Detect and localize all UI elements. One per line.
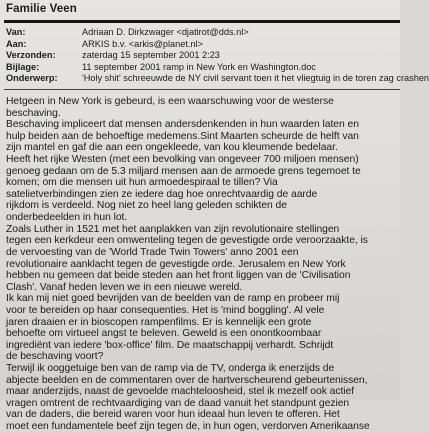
header-value: 11 september 2001 ramp in New York en Washington.doc (82, 61, 316, 72)
body-line: komen; om die mensen uit hun armoedespiraal te tillen? Via (6, 177, 278, 189)
body-line: genoeg gedaan om de 5.3 miljard mensen aan de armoede grens tegemoet te (6, 165, 361, 177)
header-row-sent (6, 50, 400, 62)
header-label: Onderwerp: (6, 73, 58, 84)
body-line: hulp beiden aan de behoeftige medemens.Sint Maarten scheurde de helft van (6, 130, 359, 142)
header-row-attachment (6, 62, 400, 74)
document-title: Familie Veen (6, 3, 77, 15)
body-line: revolutionaire aanklacht tegen de gevestigde orde. Jerusalem en New York (6, 258, 346, 270)
body-line: satelietverbindingen zien ze iedere dag hoe onrechtvaardig de aarde (6, 188, 318, 200)
email-body (6, 96, 406, 433)
body-line: Hetgeen in New York is gebeurd, is een waarschuwing voor de westerse (6, 96, 334, 107)
body-line: Beschaving impliceert dat mensen andersdenkenden in hun waarden laten en (6, 119, 359, 131)
body-line: Terwijl ik ooggetuige ben van de ramp via de TV, onderga ik enerzijds de (6, 363, 335, 375)
header-value: ARKIS b.v. <arkis@planet.nl> (82, 38, 203, 49)
body-line: jaren draaien er in bioscopen rampenfilms. Er is kennelijk een grote (6, 316, 312, 328)
body-line: ingrediënt van iedere 'box-office' film. De maatschappij verhardt. Schrijdt (6, 339, 334, 351)
header-value: 'Holy shit' schreeuwde de NY civil servant toen it het vliegtuig in de toren zag crashen (82, 73, 429, 84)
body-line: tegen een kerkdeur een omwenteling tegen de gevestigde orde veroorzaakte, is (6, 235, 368, 247)
body-line: onderbedeelden in hun lot. (6, 212, 128, 224)
header-label: Van: (6, 27, 26, 37)
header-row-to (6, 39, 400, 51)
header-label: Bijlage: (6, 61, 40, 72)
header-value: Adriaan D. Dirkzwager <djatirot@dds.nl> (82, 27, 249, 37)
email-header (6, 27, 429, 85)
header-value: zaterdag 15 september 2001 2:23 (82, 50, 220, 61)
body-line: Zoals Luther in 1521 met het aanplakken van zijn revolutionaire stellingen (6, 223, 340, 235)
header-row-subject (6, 73, 429, 85)
header-row-from (6, 27, 400, 39)
body-line: abjecte beelden en de commentaren over de hartverscheurend gebeurtenissen, (6, 374, 368, 386)
header-divider (4, 89, 400, 90)
header-label: Verzonden: (6, 50, 56, 61)
body-line: maar anderzijds, naast de gevoelde machteloosheid, stel ik mezelf ook actief (6, 386, 355, 398)
title-divider (4, 20, 400, 23)
body-line: rijkdom is verdeeld. Nog niet zo heel lang geleden schikten de (6, 200, 287, 212)
body-line: voor te bereiden op haar consequenties. Het is 'mind boggling'. Al vele (6, 304, 325, 316)
body-line: Ik kan mij niet goed bevrijden van de beelden van de ramp en probeer mij (6, 293, 340, 305)
body-line: moet een fundamentele beef zijn tegen de, in hun ogen, verdorven Amerikaanse (6, 421, 370, 433)
body-line: zijn mantel en gaf die aan een ongekleede, van kou kleumende bedelaar. (6, 142, 338, 154)
body-line: Clash'. Vanaf heden leven we in een nieuwe wereld. (6, 281, 243, 293)
body-line: de vervoesting van de 'World Trade Twin Towers' anno 2001 een (6, 246, 299, 258)
body-line: van de daders, die bereid waren voor hun ideaal hun leven te offeren. Het (6, 409, 340, 421)
body-line: vragen omtrent de rechtvaardiging van de daad vanuit het standpunt gezien (6, 397, 350, 409)
body-line: beschaving. (6, 107, 61, 119)
body-line: Heeft het rijke Westen (met een bevolking van ongeveer 700 miljoen mensen) (6, 154, 359, 166)
header-label: Aan: (6, 38, 27, 49)
body-line: behoefte om virtueel angst te beleven. Geweld is een onontkoombaar (6, 328, 322, 340)
body-line: hebben nu gemeen dat beide steden aan het front liggen van de 'Civilisation (6, 270, 351, 282)
body-line: de beschaving voort? (6, 351, 104, 363)
